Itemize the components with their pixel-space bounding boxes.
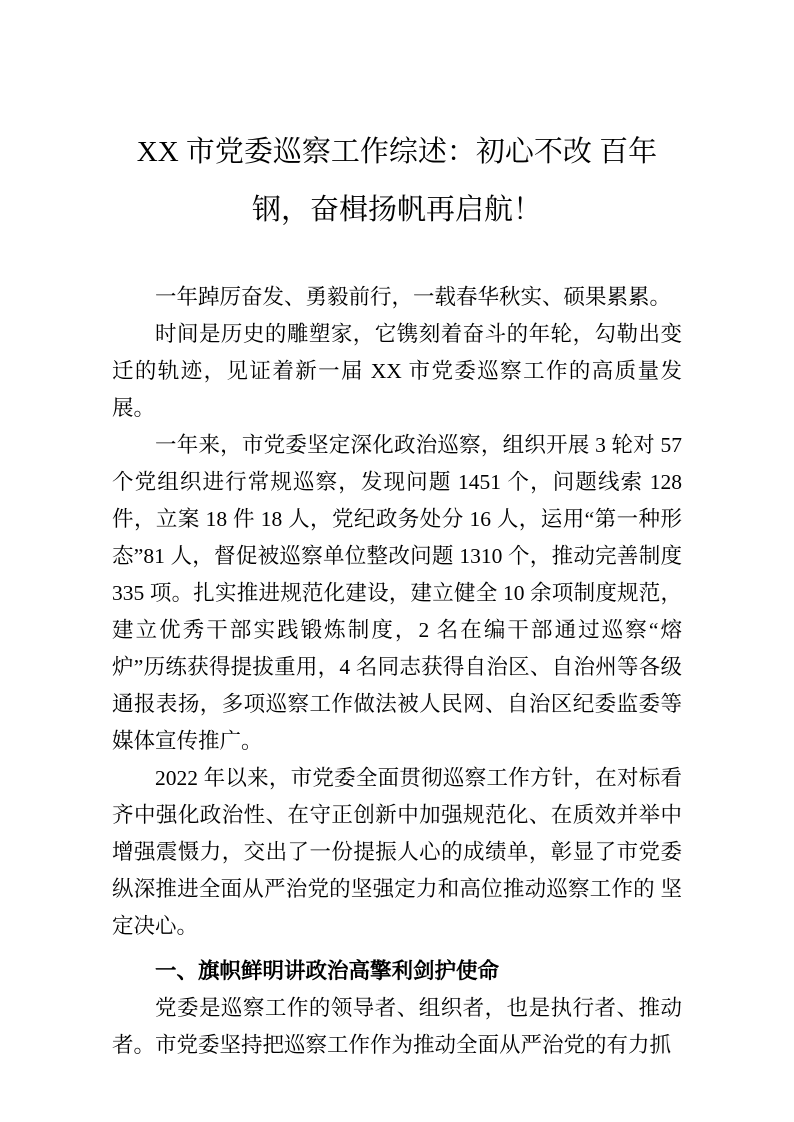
paragraph-2: 时间是历史的雕塑家，它镌刻着奋斗的年轮，勾勒出变迁的轨迹，见证着新一届 XX 市党委巡察工作的高质量发展。 (112, 322, 682, 420)
document-title-line-2: 钢，奋楫扬帆再启航！ (251, 194, 542, 226)
paragraph-3: 一年来，市党委坚定深化政治巡察，组织开展 3 轮对 57 个党组织进行常规巡察，发现问题 1451 个，问题线索 128 件，立案 18 件 18 人，党纪政务处分 16 人，运用“第一种形态”81 人，督促被巡察单位整改问题 1310 个，推动完善制度 335 项。扎实推进规范化建设，建立健全 10 余项制度规范，建立优秀干部实践锻炼制度，2 名在编干部通过巡察“熔炉”历练获得提拔重用，4 名同志获得自治区、自治州等各级通报表扬，多项巡察工作做法被人民网、自治区纪委监委等媒体宣传推广。 (112, 433, 682, 753)
section-heading-1: 一、旗帜鲜明讲政治高擎利剑护使命 (155, 959, 500, 983)
document-title-line-1: XX 市党委巡察工作综述：初心不改 百年 (136, 136, 658, 168)
document-body (112, 279, 682, 1064)
paragraph-4: 2022 年以来，市党委全面贯彻巡察工作方针，在对标看齐中强化政治性、在守正创新中加强规范化、在质效并举中增强震慑力，交出了一份提振人心的成绩单，彰显了市党委纵深推进全面从严治党的坚强定力和高位推动巡察工作的 坚定决心。 (112, 766, 682, 938)
document-title (100, 123, 694, 239)
paragraph-5: 党委是巡察工作的领导者、组织者，也是执行者、推动者。市党委坚持把巡察工作作为推动全面从严治党的有力抓 (112, 996, 682, 1057)
paragraph-1: 一年踔厉奋发、勇毅前行，一载春华秋实、硕果累累。 (155, 285, 672, 309)
